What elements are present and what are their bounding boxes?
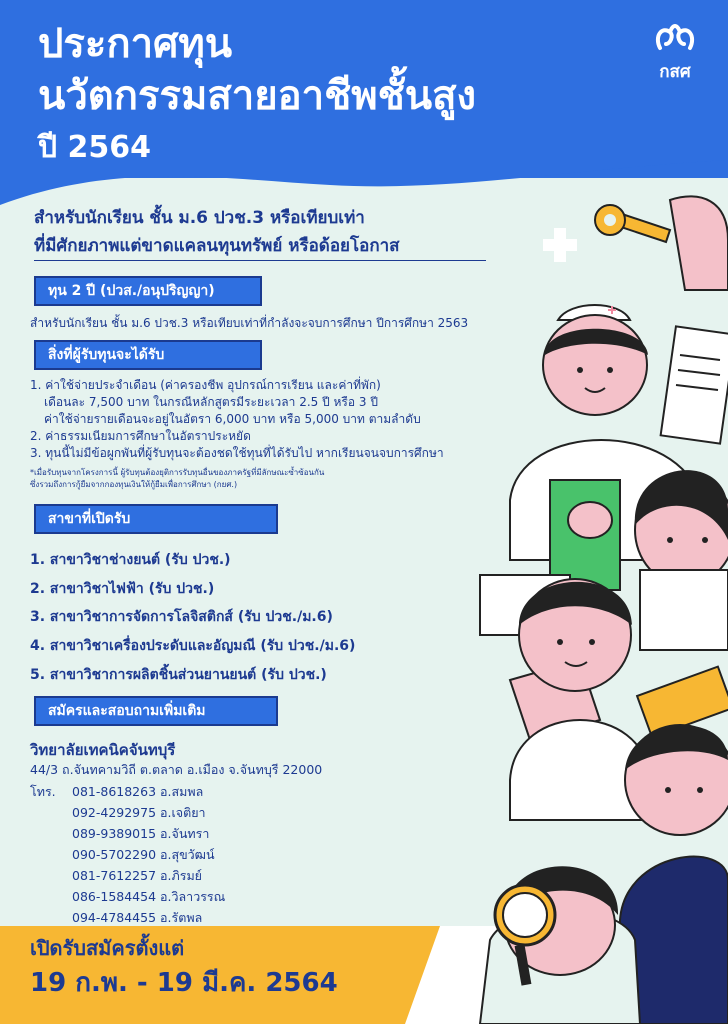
- phone-entry: 089-9389015 อ.จันทรา: [72, 826, 210, 841]
- intro-divider: [34, 260, 486, 261]
- college-address: 44/3 ถ.จันทคามวิถี ต.ตลาด อ.เมือง จ.จันทบุรี 22000: [30, 762, 323, 777]
- major-item: 1. สาขาวิชาช่างยนต์ (รับ ปวช.): [30, 552, 231, 568]
- college-name: วิทยาลัยเทคนิคจันทบุรี: [30, 741, 176, 759]
- phone-entry: 081-8618263 อ.สมพล: [72, 784, 204, 799]
- eef-logo: [640, 18, 710, 88]
- major-item: 4. สาขาวิชาเครื่องประดับและอัญมณี (รับ ปวช./ม.6): [30, 638, 356, 654]
- major-item: 3. สาขาวิชาการจัดการโลจิสติกส์ (รับ ปวช./ม.6): [30, 609, 333, 625]
- phone-label: โทร.: [30, 784, 56, 799]
- benefit-note-line-1: *เมื่อรับทุนจากโครงการนี้ ผู้รับทุนต้องยุติการรับทุนอื่นของภาครัฐที่มีลักษณะซ้ำซ้อนกัน: [30, 468, 325, 477]
- benefit-line: 2. ค่าธรรมเนียมการศึกษาในอัตราประหยัด: [30, 429, 251, 443]
- intro-line-1: สำหรับนักเรียน ชั้น ม.6 ปวช.3 หรือเทียบเท่า: [34, 208, 365, 228]
- major-item: 2. สาขาวิชาไฟฟ้า (รับ ปวช.): [30, 581, 215, 597]
- wrench-icon: [595, 205, 670, 242]
- document-icon: [661, 326, 728, 443]
- scholarship-description: สำหรับนักเรียน ชั้น ม.6 ปวช.3 หรือเทียบเท่าที่กำลังจะจบการศึกษา ปีการศึกษา 2563: [30, 316, 469, 330]
- plus-icon: [543, 228, 577, 262]
- intro-line-2: ที่มีศักยภาพแต่ขาดแคลนทุนทรัพย์ หรือด้อยโอกาส: [34, 236, 400, 256]
- benefit-note-line-2: ซึ่งรวมถึงการกู้ยืมจากกองทุนเงินให้กู้ยืมเพื่อการศึกษา (กยศ.): [30, 480, 238, 489]
- people-illustration: [470, 180, 728, 1024]
- major-item: 5. สาขาวิชาการผลิตชิ้นส่วนยานยนต์ (รับ ปวช.): [30, 667, 327, 683]
- benefit-line: เดือนละ 7,500 บาท ในกรณีหลักสูตรมีระยะเวลา 2.5 ปี หรือ 3 ปี: [44, 395, 378, 409]
- title-line-1: ประกาศทุน: [38, 21, 233, 67]
- student-figure: [635, 470, 728, 650]
- open-label: เปิดรับสมัครตั้งแต่: [30, 936, 185, 960]
- section-benefits-heading: สิ่งที่ผู้รับทุนจะได้รับ: [34, 340, 262, 370]
- phone-entry: 092-4292975 อ.เจติยา: [72, 805, 206, 820]
- open-dates: 19 ก.พ. - 19 มี.ค. 2564: [30, 968, 338, 998]
- girl-magnifier-figure: [480, 866, 640, 1024]
- phone-entry: 086-1584454 อ.วิลาวรรณ: [72, 889, 226, 904]
- title-line-2: นวัตกรรมสายอาชีพชั้นสูง: [38, 73, 477, 119]
- phone-entry: 081-7612257 อ.ภิรมย์: [72, 868, 203, 883]
- benefit-line: ค่าใช้จ่ายรายเดือนจะอยู่ในอัตรา 6,000 บาท หรือ 5,000 บาท ตามลำดับ: [44, 412, 421, 426]
- phone-entry: 094-4784455 อ.รัตพล: [72, 910, 203, 925]
- benefit-line: 1. ค่าใช้จ่ายประจำเดือน (ค่าครองชีพ อุปกรณ์การเรียน และค่าที่พัก): [30, 378, 381, 392]
- eef-logo-icon: [640, 18, 710, 58]
- section-contact-heading: สมัครและสอบถามเพิ่มเติม: [34, 696, 278, 726]
- section-scholarship-heading: ทุน 2 ปี (ปวส./อนุปริญญา): [34, 276, 262, 306]
- title-year: ปี 2564: [38, 130, 151, 165]
- phone-entry: 090-5702290 อ.สุขวัฒน์: [72, 847, 215, 862]
- logo-text: กสศ: [659, 62, 691, 82]
- benefit-line: 3. ทุนนี้ไม่มีข้อผูกพันที่ผู้รับทุนจะต้องชดใช้ทุนที่ได้รับไป หากเรียนจนจบการศึกษา: [30, 446, 444, 460]
- section-majors-heading: สาขาที่เปิดรับ: [34, 504, 278, 534]
